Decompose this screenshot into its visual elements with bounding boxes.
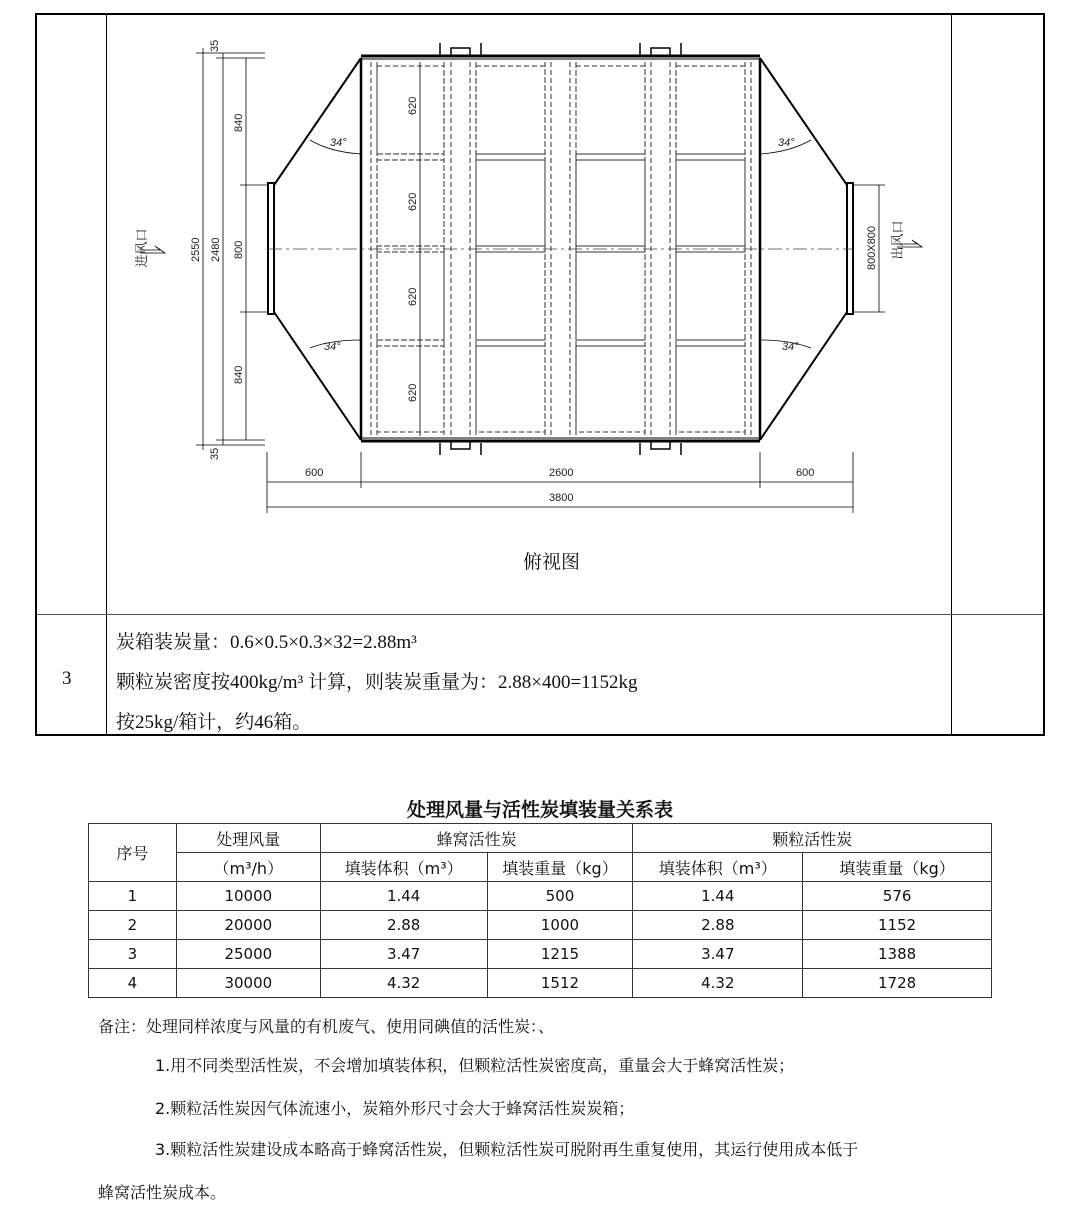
cell-hc-volume: 1.44: [320, 882, 487, 911]
header-hc-weight: 填装重量（kg）: [487, 853, 633, 882]
cell-hc-weight: 1215: [487, 940, 633, 969]
svg-text:34°: 34°: [324, 341, 341, 353]
note-intro: 备注：处理同样浓度与风量的有机废气、使用同碘值的活性炭：、: [98, 1017, 555, 1036]
svg-text:34°: 34°: [330, 137, 347, 149]
top-view-drawing: [0, 0, 1080, 600]
row-divider: [37, 614, 1043, 615]
svg-text:800X800: 800X800: [866, 225, 878, 270]
header-honeycomb: 蜂窝活性炭: [320, 824, 633, 853]
svg-text:2550: 2550: [190, 237, 202, 262]
drawing-caption: 俯视图: [523, 551, 581, 573]
cell-flow: 20000: [176, 911, 320, 940]
svg-text:620: 620: [407, 192, 419, 211]
note-item-3: 3.颗粒活性炭建设成本略高于蜂窝活性炭，但颗粒活性炭可脱附再生重复使用，其运行使用成本低于: [155, 1140, 859, 1159]
svg-text:840: 840: [233, 365, 245, 384]
svg-text:620: 620: [407, 96, 419, 115]
table-title: 处理风量与活性炭填装量关系表: [406, 799, 673, 821]
cell-gr-volume: 3.47: [633, 940, 803, 969]
header-gr-weight: 填装重量（kg）: [803, 853, 992, 882]
row3-line-2: 颗粒炭密度按400kg/m³ 计算，则装炭重量为：2.88×400=1152kg: [116, 672, 638, 693]
cell-gr-volume: 1.44: [633, 882, 803, 911]
svg-text:3800: 3800: [549, 492, 574, 504]
svg-text:35: 35: [209, 447, 221, 460]
row-number: 3: [62, 668, 72, 689]
note-item-1: 1.用不同类型活性炭，不会增加填装体积，但颗粒活性炭密度高，重量会大于蜂窝活性炭；: [155, 1056, 795, 1075]
row3-line-3: 按25kg/箱计，约46箱。: [116, 712, 312, 733]
cell-gr-weight: 1152: [803, 911, 992, 940]
cell-gr-weight: 576: [803, 882, 992, 911]
table-row: [89, 911, 992, 940]
svg-text:620: 620: [407, 383, 419, 402]
table-row: [89, 969, 992, 998]
cell-seq: 1: [89, 882, 177, 911]
svg-text:出风口: 出风口: [891, 220, 906, 260]
svg-text:2600: 2600: [549, 467, 574, 479]
cell-gr-volume: 2.88: [633, 911, 803, 940]
svg-text:620: 620: [407, 287, 419, 306]
header-granular: 颗粒活性炭: [633, 824, 992, 853]
cell-hc-volume: 3.47: [320, 940, 487, 969]
table-row: [89, 882, 992, 911]
relation-table: [88, 823, 992, 998]
cell-seq: 4: [89, 969, 177, 998]
row3-line-1: 炭箱装炭量：0.6×0.5×0.3×32=2.88m³: [116, 632, 417, 653]
svg-text:800: 800: [233, 240, 245, 259]
cell-hc-weight: 500: [487, 882, 633, 911]
svg-text:2480: 2480: [210, 237, 222, 262]
svg-text:600: 600: [305, 467, 324, 479]
header-hc-volume: 填装体积（m³）: [320, 853, 487, 882]
svg-text:600: 600: [796, 467, 815, 479]
cell-hc-weight: 1512: [487, 969, 633, 998]
table-row: [89, 940, 992, 969]
svg-text:840: 840: [233, 113, 245, 132]
cell-flow: 25000: [176, 940, 320, 969]
svg-text:34°: 34°: [782, 341, 799, 353]
note-item-2: 2.颗粒活性炭因气体流速小，炭箱外形尺寸会大于蜂窝活性炭炭箱；: [155, 1099, 635, 1118]
cell-seq: 3: [89, 940, 177, 969]
svg-text:34°: 34°: [778, 137, 795, 149]
cell-gr-weight: 1728: [803, 969, 992, 998]
dim-label: 35: [209, 39, 221, 52]
header-gr-volume: 填装体积（m³）: [633, 853, 803, 882]
cell-gr-volume: 4.32: [633, 969, 803, 998]
header-seq: 序号: [89, 824, 177, 882]
svg-text:进风口: 进风口: [135, 228, 150, 268]
cell-flow: 10000: [176, 882, 320, 911]
cell-hc-volume: 2.88: [320, 911, 487, 940]
cell-seq: 2: [89, 911, 177, 940]
cell-hc-weight: 1000: [487, 911, 633, 940]
cell-flow: 30000: [176, 969, 320, 998]
cell-gr-weight: 1388: [803, 940, 992, 969]
header-flow: 处理风量: [176, 824, 320, 853]
header-flow-unit: （m³/h）: [176, 853, 320, 882]
cell-hc-volume: 4.32: [320, 969, 487, 998]
note-continuation: 蜂窝活性炭成本。: [98, 1183, 227, 1202]
